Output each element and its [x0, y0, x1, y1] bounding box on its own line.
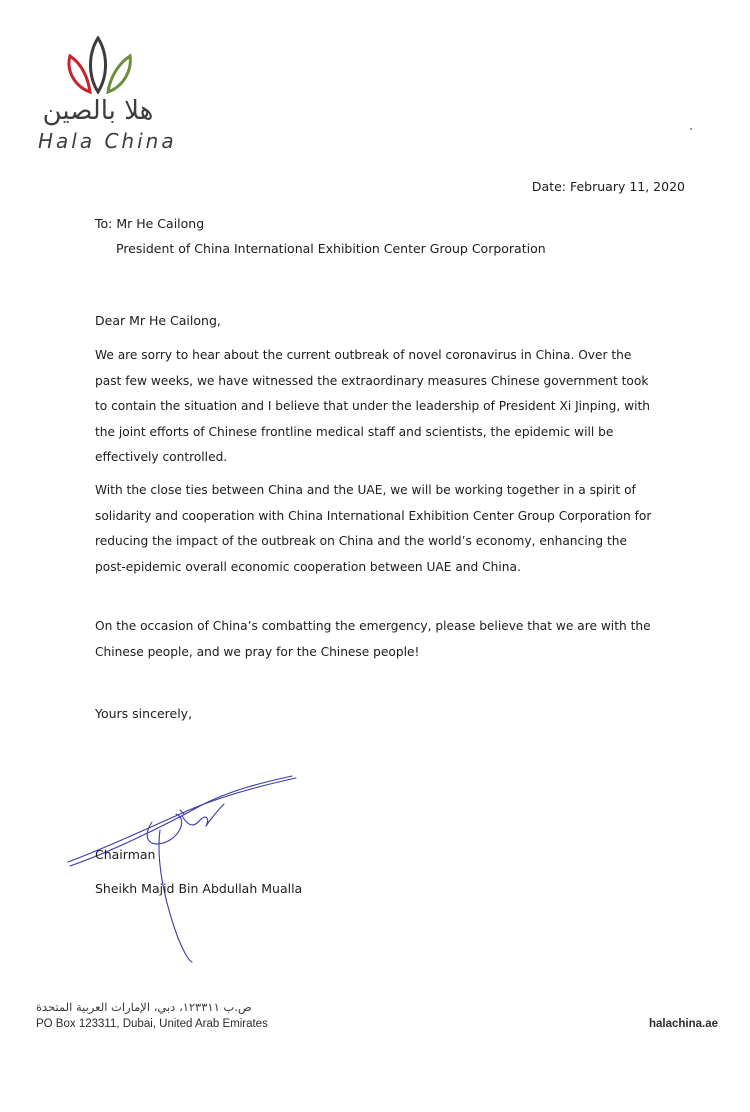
lotus-logo-icon [64, 36, 136, 94]
logo-arabic-text: هلا بالصين [42, 96, 154, 126]
recipient-name: To: Mr He Cailong [95, 216, 205, 231]
body-paragraph: With the close ties between China and the UAE, we will be working together in a spirit of solidarity and cooperation with China International Exhibition Center Group Corporation for reducing the impact of the outbreak on China and the world’s economy, enhancing the post-epidemic overall economic cooperation between UAE and China. [95, 483, 652, 574]
recipient-title: President of China International Exhibition Center Group Corporation [116, 241, 546, 256]
salutation: Dear Mr He Cailong, [95, 313, 221, 328]
signature-image [60, 770, 310, 965]
scan-dot [690, 128, 692, 130]
letter-date: Date: February 11, 2020 [531, 179, 685, 194]
body-paragraph: We are sorry to hear about the current outbreak of novel coronavirus in China. Over the past few weeks, we have witnessed the extraordinary measures Chinese government took to contain the situation and I believe that under the leadership of President Xi Jinping, with the joint efforts of Chinese frontline medical staff and scientists, the epidemic will be effectively controlled. [95, 348, 650, 464]
body-paragraph: On the occasion of China’s combatting the emergency, please believe that we are with the Chinese people, and we pray for the Chinese people! [95, 619, 651, 659]
logo-latin-text: Hala China [38, 129, 177, 153]
hala-china-logo [36, 36, 177, 158]
footer-address-arabic: ص.ب ١٢٣٣١١، دبي، الإمارات العربية المتحدة [36, 1000, 252, 1014]
closing-line: Yours sincerely, [95, 706, 193, 721]
signer-title: Chairman [95, 847, 156, 862]
footer-address: PO Box 123311, Dubai, United Arab Emirates [36, 1018, 268, 1030]
footer-website-link[interactable]: halachina.ae [648, 1018, 718, 1030]
signer-name: Sheikh Majid Bin Abdullah Mualla [95, 881, 303, 896]
